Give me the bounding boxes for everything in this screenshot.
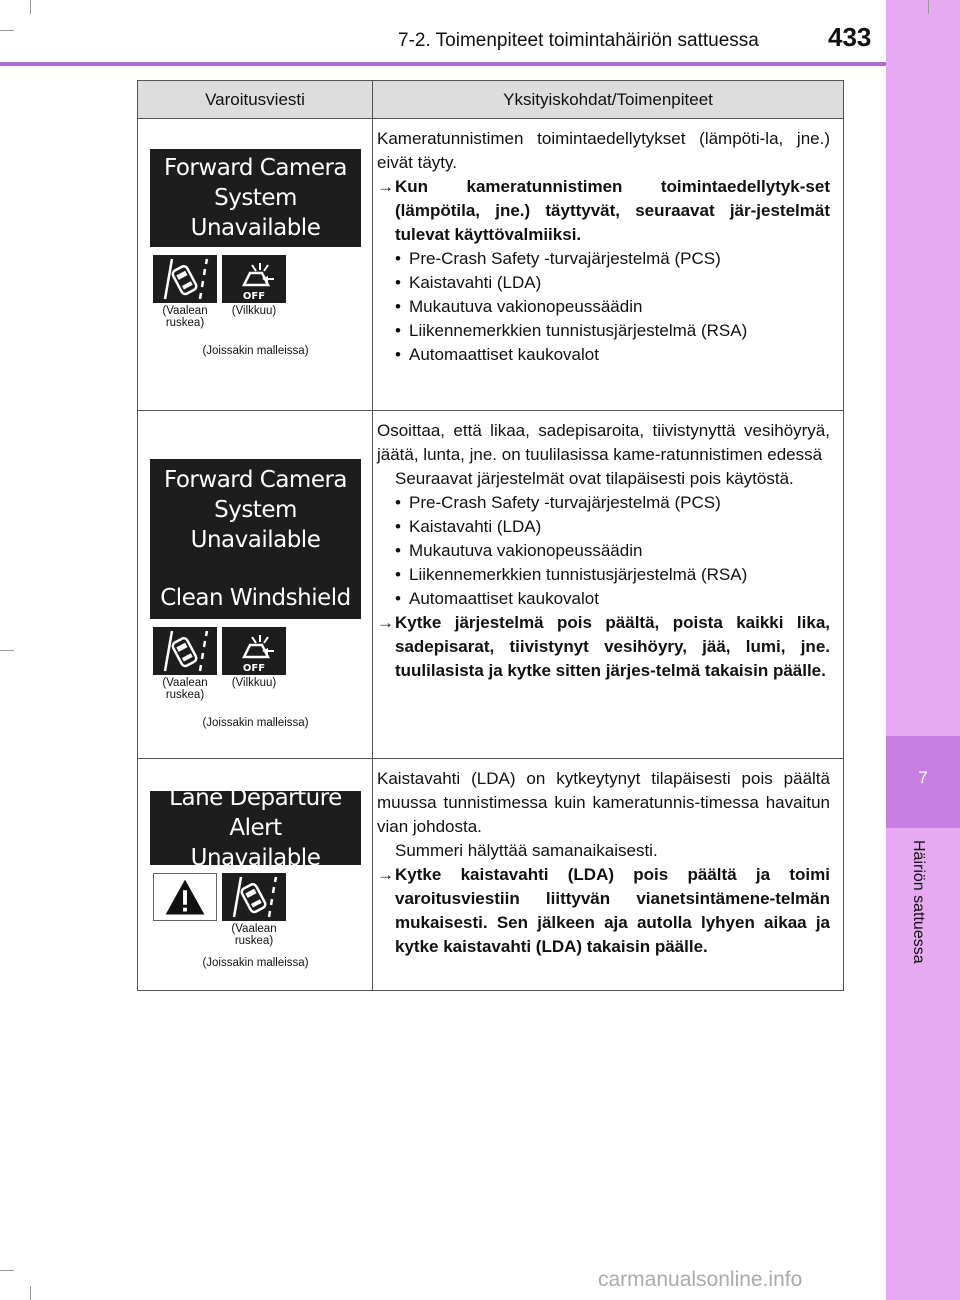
chapter-name: Häiriön sattuessa: [910, 840, 927, 964]
list-item: • Mukautuva vakionopeussäädin: [377, 295, 830, 319]
section-title: 7-2. Toimenpiteet toimintahäiriön sattuessa: [398, 30, 759, 51]
page-header: [0, 0, 886, 62]
icon-caption: (Vaalean ruskea): [231, 923, 277, 947]
warning-message-display: [150, 459, 361, 619]
warning-triangle-icon: [153, 873, 217, 921]
warning-message-cell: [138, 759, 373, 991]
icon-captions: [153, 923, 372, 947]
icon-captions: [153, 305, 372, 329]
details-cell: [373, 119, 844, 411]
list-item-text: Kaistavahti (LDA): [409, 517, 542, 536]
icon-captions: [153, 677, 372, 701]
page-number: 433: [828, 22, 872, 52]
crop-mark: [30, 0, 31, 14]
lane-departure-icon: [222, 873, 286, 921]
indicator-icons: [153, 255, 372, 303]
icon-caption: (Vilkkuu): [231, 677, 277, 689]
message-line: Unavailable: [190, 845, 321, 871]
warning-message-cell: [138, 411, 373, 759]
list-item: • Kaistavahti (LDA): [377, 271, 830, 295]
list-item: • Liikennemerkkien tunnistusjärjestelmä (RSA): [377, 563, 830, 587]
note-text: Seuraavat järjestelmät ovat tilapäisesti pois käytöstä.: [395, 469, 794, 488]
list-item-text: Pre-Crash Safety -turvajärjestelmä (PCS): [409, 493, 721, 512]
message-line: Forward Camera: [163, 155, 348, 181]
list-item: • Automaattiset kaukovalot: [377, 343, 830, 367]
table-row: [138, 759, 844, 991]
action-text: Kytke järjestelmä pois päältä, poista kaikki lika, sadepisarat, tiivistynyt vesihöyry, jää, lumi, jne. tuulilasista ja kytke sitten järjes-telmä takaisin päälle.: [395, 613, 830, 680]
crop-mark: [0, 30, 14, 31]
message-line: Clean Windshield: [160, 585, 351, 611]
warning-message-display: [150, 785, 361, 871]
crop-mark: [928, 0, 929, 14]
pcs-off-icon: [222, 627, 286, 675]
lane-departure-icon: [153, 627, 217, 675]
models-note: (Joissakin malleissa): [202, 345, 309, 357]
list-item: • Kaistavahti (LDA): [377, 515, 830, 539]
table-row: [138, 119, 844, 411]
details-cell: [373, 759, 844, 991]
message-line: Unavailable: [190, 527, 321, 553]
chapter-number: 7: [918, 768, 928, 787]
message-line: Forward Camera: [163, 467, 348, 493]
warning-table: [137, 80, 844, 991]
table-row: [138, 411, 844, 759]
pcs-off-icon: [222, 255, 286, 303]
arrow-icon: →: [377, 613, 394, 632]
arrow-icon: →: [377, 177, 394, 196]
watermark: carmanualsonline.info: [598, 1268, 803, 1291]
list-item-text: Mukautuva vakionopeussäädin: [409, 297, 643, 316]
message-line: Lane Departure Alert: [169, 785, 342, 841]
icon-caption: (Vaalean ruskea): [162, 677, 208, 701]
list-item: • Mukautuva vakionopeussäädin: [377, 539, 830, 563]
detail-text: Kameratunnistimen toimintaedellytykset (lämpöti-la, jne.) eivät täyty.: [377, 129, 830, 172]
chapter-side-tab: [886, 0, 960, 1300]
column-header: Varoitusviesti: [138, 81, 373, 119]
action-text: Kun kameratunnistimen toimintaedellytyk-set (lämpötila, jne.) täyttyvät, seuraavat jär-jestelmät tulevat käyttövalmiiksi.: [395, 177, 830, 244]
warning-message-display: [150, 149, 361, 247]
list-item: • Pre-Crash Safety -turvajärjestelmä (PCS): [377, 247, 830, 271]
crop-mark: [0, 1270, 14, 1271]
message-line: Unavailable: [190, 215, 321, 241]
header-rule: [0, 62, 886, 66]
list-item-text: Automaattiset kaukovalot: [409, 589, 599, 608]
warning-message-cell: [138, 119, 373, 411]
crop-mark: [0, 650, 14, 651]
indicator-icons: [153, 627, 372, 675]
list-item-text: Liikennemerkkien tunnistusjärjestelmä (RSA): [409, 565, 748, 584]
lane-departure-icon: [153, 255, 217, 303]
list-item: • Liikennemerkkien tunnistusjärjestelmä (RSA): [377, 319, 830, 343]
list-item-text: Kaistavahti (LDA): [409, 273, 542, 292]
message-line: System: [214, 497, 297, 523]
action-line: [377, 611, 830, 683]
detail-text: Osoittaa, että likaa, sadepisaroita, tiivistynyttä vesihöyryä, jäätä, lunta, jne. on tuulilasissa kame-ratunnistimen edessä: [377, 421, 830, 464]
list-item: • Pre-Crash Safety -turvajärjestelmä (PCS): [377, 491, 830, 515]
list-item-text: Mukautuva vakionopeussäädin: [409, 541, 643, 560]
icon-caption: (Vilkkuu): [231, 305, 277, 317]
arrow-icon: →: [377, 865, 394, 884]
table-header-row: [138, 81, 844, 119]
action-line: [377, 863, 830, 959]
action-text: Kytke kaistavahti (LDA) pois päältä ja toimi varoitusviestiin liittyvän vianetsintämene-telmän mukaisesti. Sen jälkeen aja autolla lyhyen aikaa ja kytke kaistavahti (LDA) takaisin päälle.: [395, 865, 830, 956]
column-header: Yksityiskohdat/Toimenpiteet: [373, 81, 844, 119]
models-note: (Joissakin malleissa): [202, 957, 309, 969]
crop-mark: [30, 1286, 31, 1300]
detail-text: Kaistavahti (LDA) on kytkeytynyt tilapäisesti pois päältä muussa tunnistimessa kuin kameratunnis-timessa havaitun vian johdosta.: [377, 769, 830, 836]
list-item-text: Automaattiset kaukovalot: [409, 345, 599, 364]
note-text: Summeri hälyttää samanaikaisesti.: [395, 841, 658, 860]
list-item-text: Liikennemerkkien tunnistusjärjestelmä (RSA): [409, 321, 748, 340]
list-item: • Automaattiset kaukovalot: [377, 587, 830, 611]
list-item-text: Pre-Crash Safety -turvajärjestelmä (PCS): [409, 249, 721, 268]
action-line: [377, 175, 830, 247]
models-note: (Joissakin malleissa): [202, 717, 309, 729]
message-line: System: [214, 185, 297, 211]
icon-caption: (Vaalean ruskea): [162, 305, 208, 329]
indicator-icons: [153, 873, 372, 921]
details-cell: [373, 411, 844, 759]
